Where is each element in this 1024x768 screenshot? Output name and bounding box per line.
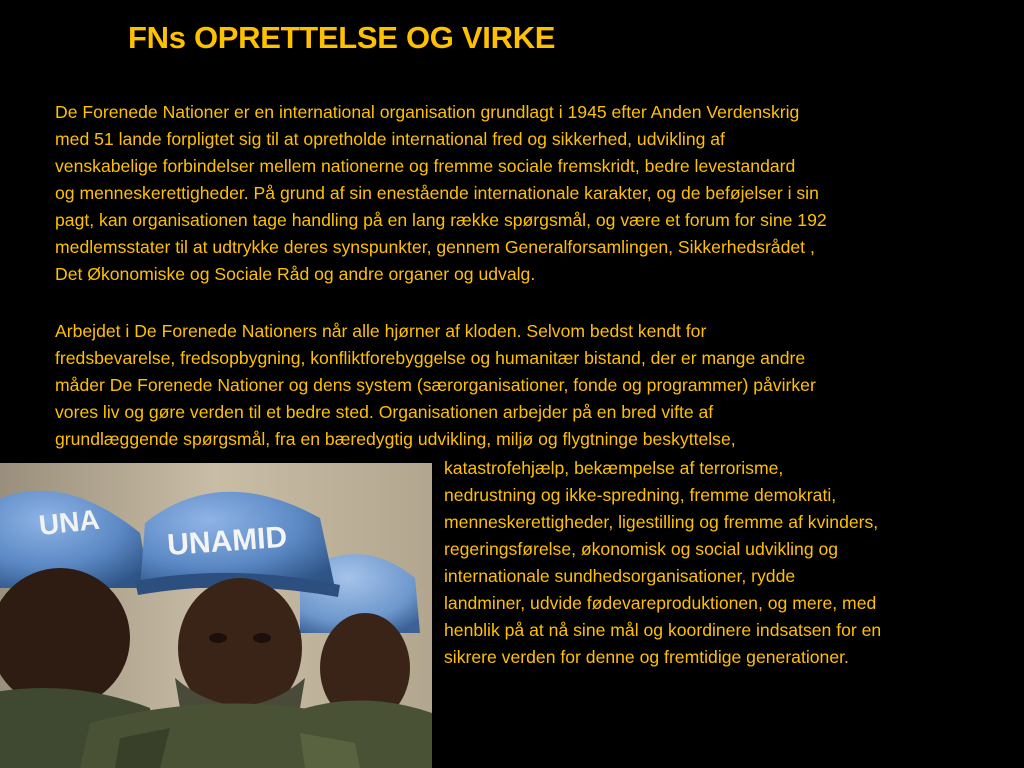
peacekeepers-illustration xyxy=(0,463,432,768)
paragraph-2-wrap-line: regeringsførelse, økonomisk og social udvikling og xyxy=(444,539,839,559)
paragraph-2-wrap-line: sikrere verden for denne og fremtidige generationer. xyxy=(444,647,849,667)
paragraph-2-wrap-line: henblik på at nå sine mål og koordinere indsatsen for en xyxy=(444,620,882,640)
paragraph-2-wrap-line: katastrofehjælp, bekæmpelse af terrorisme, xyxy=(444,458,784,478)
paragraph-2-line: Arbejdet i De Forenede Nationers når alle hjørner af kloden. Selvom bedst kendt for xyxy=(55,321,707,341)
paragraph-1-line: pagt, kan organisationen tage handling på en lang række spørgsmål, og være et forum for sine 192 xyxy=(55,210,827,230)
paragraph-2 xyxy=(55,318,970,453)
paragraph-1-line: medlemsstater til at udtrykke deres synspunkter, gennem Generalforsamlingen, Sikkerhedsrådet , xyxy=(55,237,815,257)
paragraph-1 xyxy=(55,99,970,288)
paragraph-2-line: grundlæggende spørgsmål, fra en bæredygtig udvikling, miljø og flygtninge beskyttelse, xyxy=(55,429,736,449)
peacekeepers-photo xyxy=(0,463,432,768)
paragraph-2-wrap-line: menneskerettigheder, ligestilling og fremme af kvinders, xyxy=(444,512,879,532)
paragraph-1-line: og menneskerettigheder. På grund af sin enestående internationale karakter, og de beføjelser i sin xyxy=(55,183,819,203)
paragraph-2-wrap-line: nedrustning og ikke-spredning, fremme demokrati, xyxy=(444,485,837,505)
paragraph-2-line: måder De Forenede Nationer og dens system (særorganisationer, fonde og programmer) påvirker xyxy=(55,375,816,395)
paragraph-1-line: med 51 lande forpligtet sig til at opretholde international fred og sikkerhed, udvikling af xyxy=(55,129,725,149)
helmet-center-text: UNAMID xyxy=(166,520,289,562)
paragraph-2-wrap-line: landminer, udvide fødevareproduktionen, og mere, med xyxy=(444,593,877,613)
paragraph-1-line: De Forenede Nationer er en international organisation grundlagt i 1945 efter Anden Verdenskrig xyxy=(55,102,800,122)
paragraph-2-line: fredsbevarelse, fredsopbygning, konfliktforebyggelse og humanitær bistand, der er mange andre xyxy=(55,348,806,368)
paragraph-2-wrapped xyxy=(444,455,984,671)
paragraph-1-line: venskabelige forbindelser mellem nationerne og fremme sociale fremskridt, bedre levestandard xyxy=(55,156,796,176)
helmet-left-text: UNA xyxy=(37,503,101,541)
paragraph-2-line: vores liv og gøre verden til et bedre sted. Organisationen arbejder på en bred vifte af xyxy=(55,402,714,422)
slide-title: FNs OPRETTELSE OG VIRKE xyxy=(128,20,556,55)
paragraph-1-line: Det Økonomiske og Sociale Råd og andre organer og udvalg. xyxy=(55,264,536,284)
paragraph-2-wrap-line: internationale sundhedsorganisationer, rydde xyxy=(444,566,796,586)
